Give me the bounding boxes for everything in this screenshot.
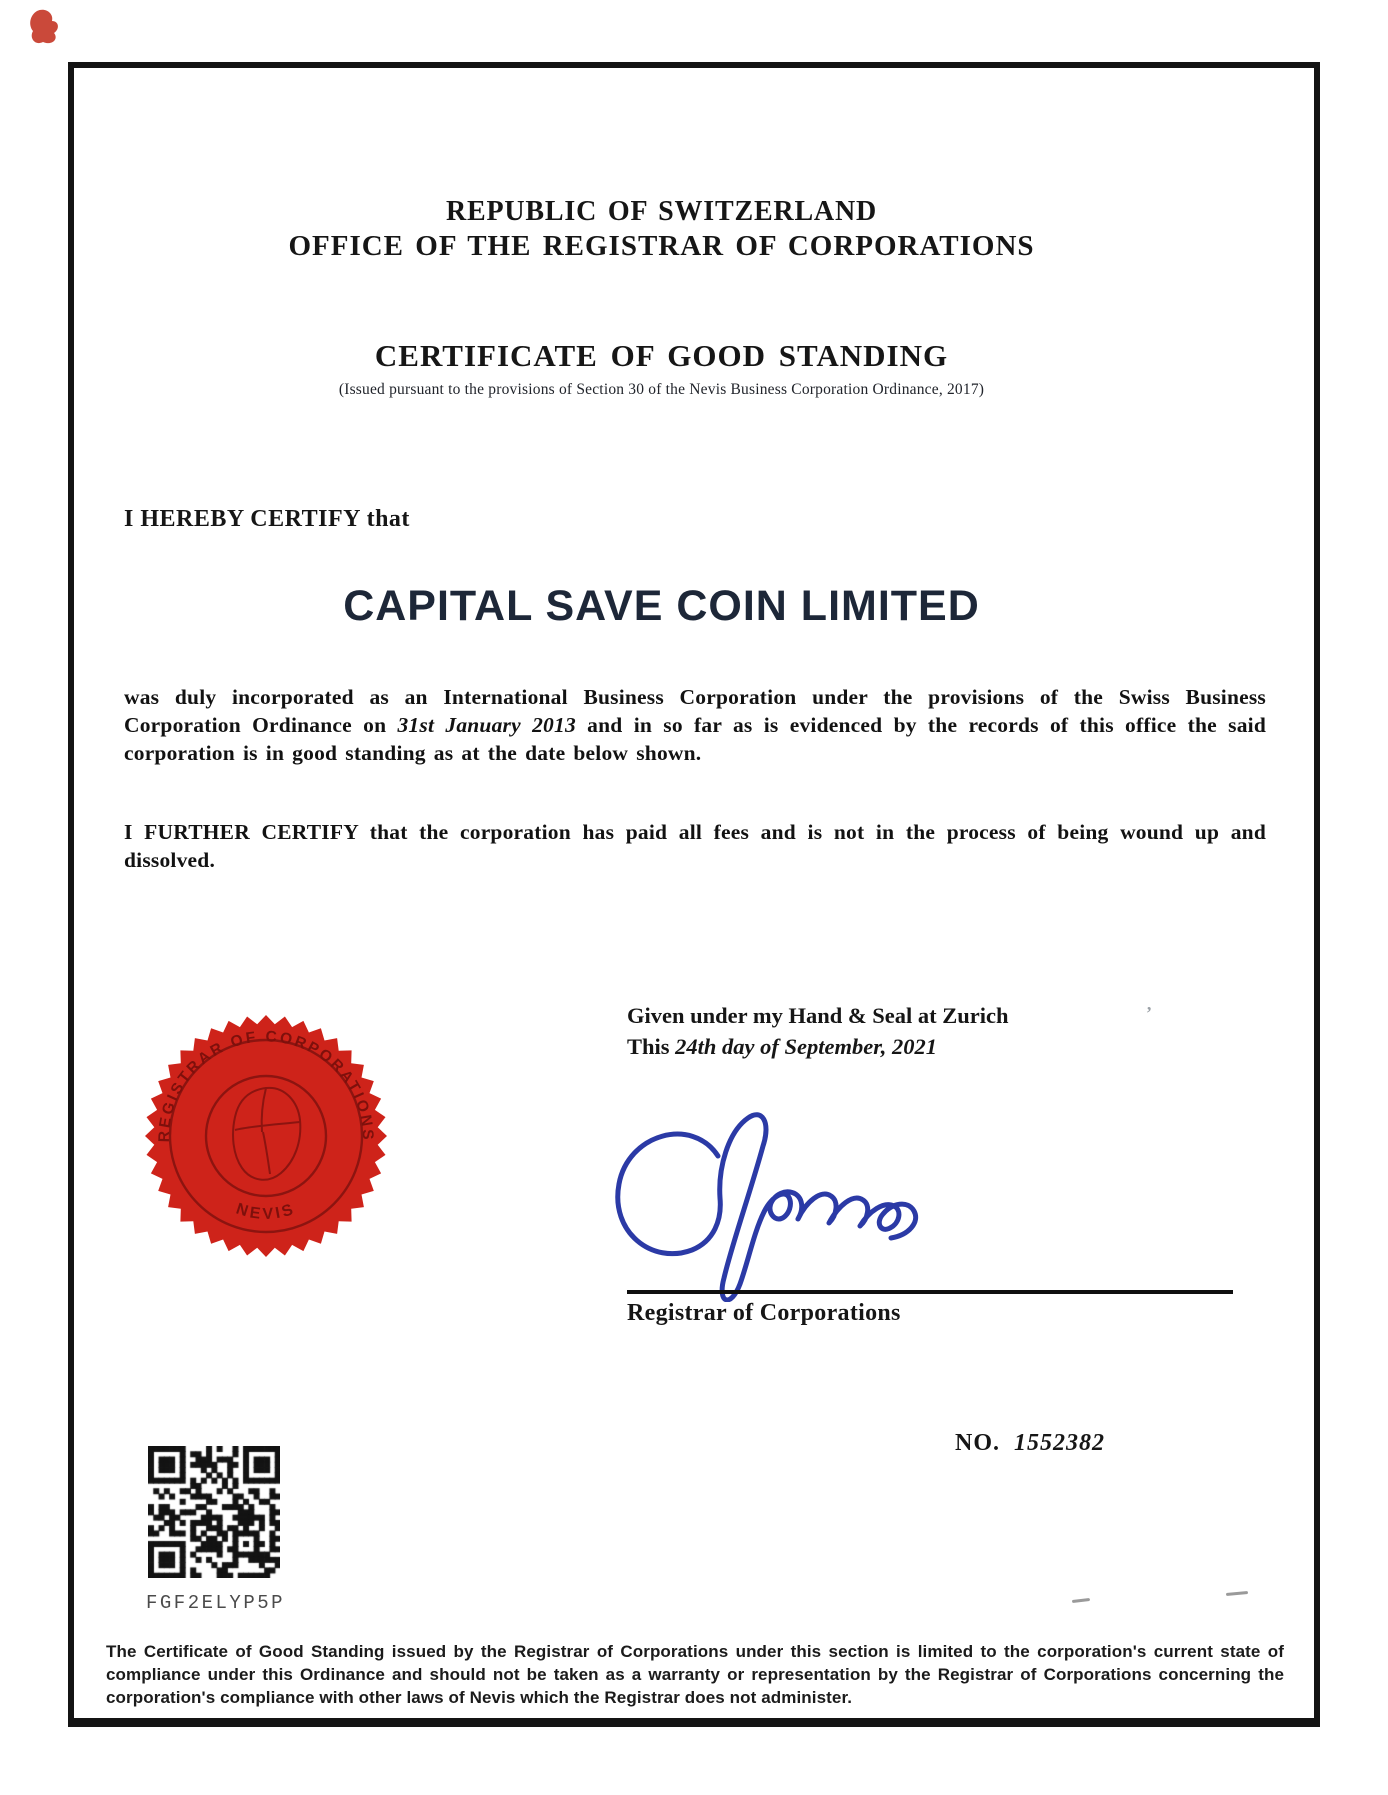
certify-intro: I HEREBY CERTIFY that <box>124 506 410 532</box>
signature-line <box>627 1290 1233 1294</box>
seal-bottom-text: NEVIS <box>233 1200 299 1224</box>
certificate-number <box>955 1430 1105 1457</box>
certificate-title: CERTIFICATE OF GOOD STANDING <box>374 338 949 373</box>
header-line2: OFFICE OF THE REGISTRAR OF CORPORATIONS <box>288 230 1035 262</box>
registrar-seal <box>144 1014 388 1258</box>
issuance-block <box>627 1000 1009 1062</box>
qr-code-image <box>148 1446 280 1578</box>
body1-pre: was duly incorporated as an International Business Corporation under the provisions of the Swiss Business Corporation Ordinance on <box>124 685 1266 737</box>
body1-incorporation-date: 31st January 2013 <box>397 713 576 737</box>
qr-code <box>148 1446 280 1578</box>
qr-caption: FGF2ELYP5P <box>146 1592 286 1614</box>
certificate-number-value: 1552382 <box>1014 1430 1105 1456</box>
issuance-this: This <box>627 1034 676 1059</box>
body-paragraph-2: I FURTHER CERTIFY that the corporation has paid all fees and is not in the process of being wound up and dissolved. <box>124 820 1266 872</box>
issuance-line1: Given under my Hand & Seal at Zurich <box>627 1003 1009 1028</box>
company-name: CAPITAL SAVE COIN LIMITED <box>343 582 980 630</box>
body1-post: and in so far as is evidenced by the records of this office the said corporation is in good standing as at the date below shown. <box>124 713 1266 765</box>
registrar-label: Registrar of Corporations <box>627 1300 901 1326</box>
issuance-date: 24th day of September, 2021 <box>675 1034 938 1059</box>
seal-ring-text: REGISTRAR OF CORPORATIONS <box>155 1028 377 1143</box>
issuance-line2 <box>627 1031 1009 1062</box>
body-paragraph-1 <box>124 683 1266 767</box>
scan-artifact-mark: ’ <box>1146 1003 1152 1023</box>
red-ink-mark <box>28 6 62 46</box>
footer-disclaimer: The Certificate of Good Standing issued by the Registrar of Corporations under this section is limited to the corporation's current state of compliance under this Ordinance and should not be taken as a warranty or representation by the Registrar of Corporations concerning the corporation's compliance with other laws of Nevis which the Registrar does not administer. <box>106 1642 1284 1707</box>
header-line1: REPUBLIC OF SWITZERLAND <box>446 196 877 227</box>
certificate-subtitle: (Issued pursuant to the provisions of Section 30 of the Nevis Business Corporation Ordinance, 2017) <box>338 381 985 398</box>
certificate-number-label: NO. <box>955 1430 1000 1456</box>
registrar-signature <box>600 1092 1020 1302</box>
